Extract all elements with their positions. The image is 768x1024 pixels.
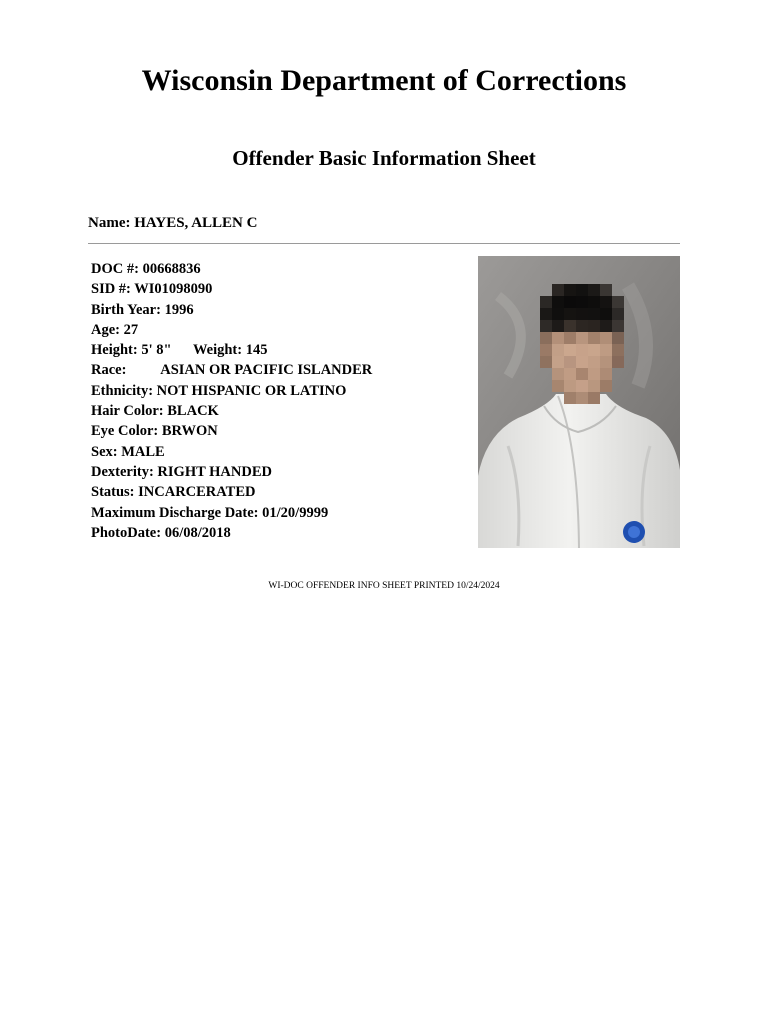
- age-label: Age:: [91, 321, 120, 338]
- sid-number-row: [91, 279, 471, 299]
- offender-details: [91, 259, 471, 543]
- offender-photo: [478, 256, 680, 548]
- status-row: [91, 482, 471, 502]
- page-subtitle: Offender Basic Information Sheet: [232, 146, 536, 170]
- offender-name: [88, 215, 257, 232]
- photo-date-value: 06/08/2018: [164, 524, 231, 541]
- dexterity-value: RIGHT HANDED: [157, 463, 272, 480]
- eye-color-row: [91, 421, 471, 441]
- page-title: Wisconsin Department of Corrections: [141, 64, 627, 97]
- birth-year-label: Birth Year:: [91, 301, 161, 318]
- height-label: Height:: [91, 342, 138, 359]
- status-value: INCARCERATED: [138, 484, 256, 501]
- hair-color-label: Hair Color:: [91, 403, 164, 420]
- doc-number-row: [91, 259, 471, 279]
- race-row: [91, 360, 471, 380]
- age-row: [91, 320, 471, 340]
- ethnicity-row: [91, 381, 471, 401]
- hair-color-row: [91, 401, 471, 421]
- max-discharge-label: Maximum Discharge Date:: [91, 504, 259, 521]
- photo-date-row: [91, 523, 471, 543]
- max-discharge-value: 01/20/9999: [262, 504, 329, 521]
- photo-date-label: PhotoDate:: [91, 524, 162, 541]
- status-label: Status:: [91, 484, 135, 501]
- sex-value: MALE: [121, 443, 165, 460]
- race-value: ASIAN OR PACIFIC ISLANDER: [160, 362, 373, 379]
- eye-color-label: Eye Color:: [91, 423, 159, 440]
- ethnicity-label: Ethnicity:: [91, 382, 154, 399]
- name-label: Name:: [88, 215, 131, 231]
- weight-label: Weight:: [192, 342, 243, 359]
- pixelated-face: [540, 284, 624, 404]
- birth-year-value: 1996: [164, 301, 194, 318]
- height-weight-row: [91, 340, 471, 360]
- sid-number-label: SID #:: [91, 281, 131, 298]
- max-discharge-row: [91, 503, 471, 523]
- weight-value: 145: [245, 342, 268, 359]
- doc-number-label: DOC #:: [91, 261, 139, 277]
- ethnicity-value: NOT HISPANIC OR LATINO: [156, 382, 347, 399]
- doc-number-value: 00668836: [142, 261, 201, 277]
- divider: [88, 243, 680, 244]
- name-value: HAYES, ALLEN C: [134, 215, 258, 231]
- dexterity-label: Dexterity:: [91, 463, 154, 480]
- eye-color-value: BRWON: [161, 423, 218, 440]
- dexterity-row: [91, 462, 471, 482]
- offender-photo-image: [478, 256, 680, 548]
- sex-row: [91, 442, 471, 462]
- sex-label: Sex:: [91, 443, 118, 460]
- hair-color-value: BLACK: [167, 403, 219, 420]
- height-value: 5' 8": [141, 342, 172, 359]
- age-value: 27: [123, 321, 139, 338]
- birth-year-row: [91, 300, 471, 320]
- race-label: Race:: [91, 362, 127, 379]
- sid-number-value: WI01098090: [134, 281, 213, 298]
- print-footer: WI-DOC OFFENDER INFO SHEET PRINTED 10/24/2024: [268, 581, 500, 591]
